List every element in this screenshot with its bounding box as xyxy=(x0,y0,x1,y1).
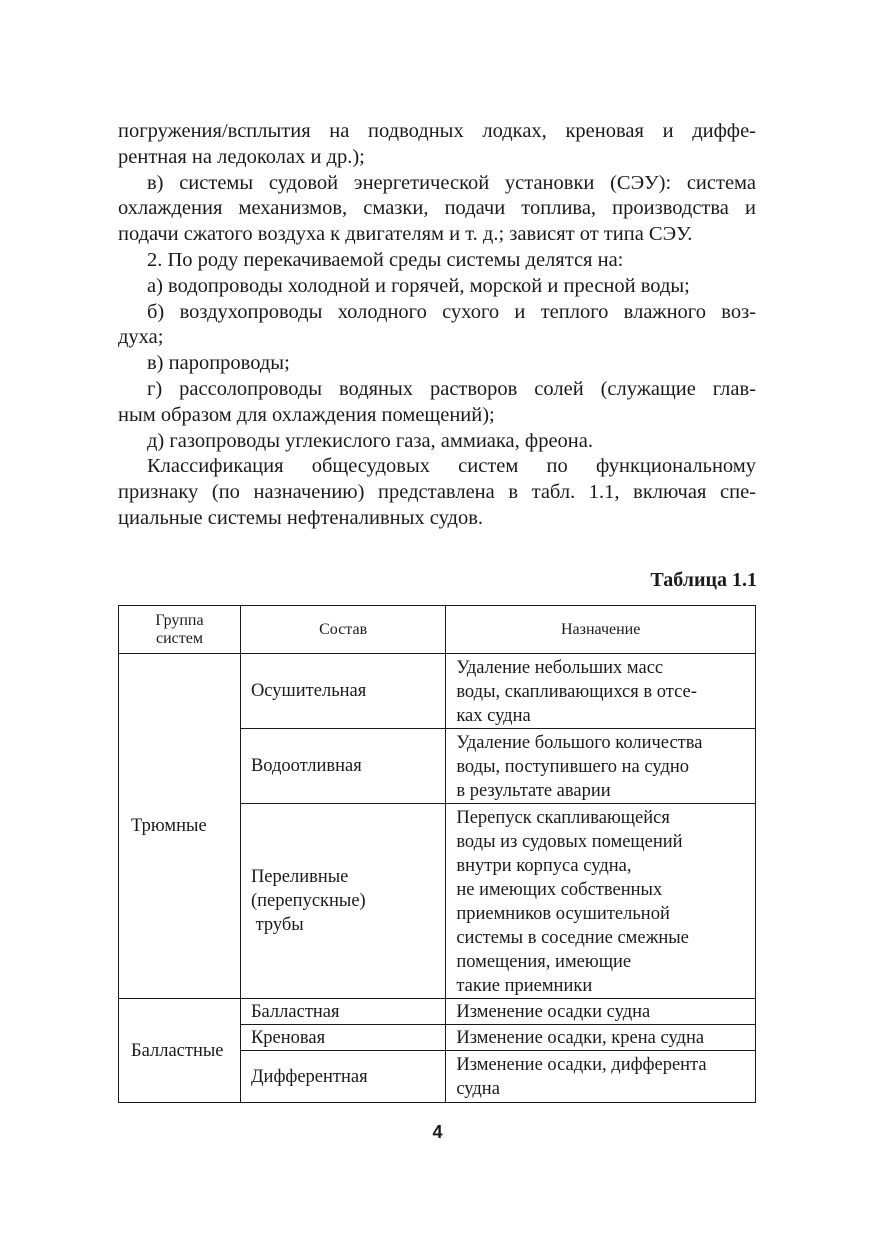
cell-line: приемников осушительной xyxy=(456,904,670,924)
paragraph xyxy=(118,171,756,248)
text-line: рентная на ледоколах и др.); xyxy=(118,145,365,168)
page-number: 4 xyxy=(432,1122,443,1142)
table-caption: Таблица 1.1 xyxy=(650,569,757,591)
table-header-row xyxy=(119,606,756,654)
text-line: погружения/всплытия на подводных лодках, креновая и диффе- xyxy=(118,120,756,142)
purpose-cell xyxy=(446,1025,756,1051)
text-line: д) газопроводы углекислого газа, аммиака, фреона. xyxy=(147,429,593,452)
cell-line: такие приемники xyxy=(456,976,593,996)
composition-cell xyxy=(240,1025,445,1051)
group-cell: Балластные xyxy=(119,999,241,1103)
cell-line: в результате аварии xyxy=(456,781,611,801)
composition-cell xyxy=(240,804,445,999)
paragraph xyxy=(118,119,756,171)
cell-line: воды, поступившего на судно xyxy=(456,757,690,777)
cell-line: ках судна xyxy=(456,706,531,726)
purpose-cell xyxy=(446,1051,756,1103)
header-line: Группа xyxy=(155,611,204,629)
cell-line: Изменение осадки, крена судна xyxy=(456,1027,705,1048)
text-line: г) рассолопроводы водяных растворов солей (служащие глав- xyxy=(147,377,756,400)
composition-cell xyxy=(240,1051,445,1103)
cell-line: воды, скапливающихся в отсе- xyxy=(456,682,697,702)
header-purpose: Назначение xyxy=(446,606,756,654)
paragraph xyxy=(118,300,756,352)
cell-line: Удаление небольших масс xyxy=(456,658,664,678)
purpose-cell xyxy=(446,999,756,1025)
header-composition: Состав xyxy=(240,606,445,654)
paragraph xyxy=(118,429,756,455)
text-line: 2. По роду перекачиваемой среды системы делятся на: xyxy=(147,248,624,271)
cell-line: Балластная xyxy=(250,1001,340,1022)
purpose-cell xyxy=(446,729,756,804)
paragraph xyxy=(118,248,756,274)
paragraph xyxy=(118,274,756,300)
cell-line: Водоотливная xyxy=(250,756,362,776)
cell-line: Креновая xyxy=(250,1027,326,1048)
paragraph xyxy=(118,351,756,377)
header-line: систем xyxy=(155,629,203,647)
composition-cell xyxy=(240,999,445,1025)
cell-line: Переливные xyxy=(250,867,349,887)
cell-line: помещения, имеющие xyxy=(456,952,632,972)
paragraph xyxy=(118,454,756,531)
text-line: Классификация общесудовых систем по функциональному xyxy=(147,455,756,478)
text-line: б) воздухопроводы холодного сухого и теплого влажного воз- xyxy=(147,300,756,323)
table-row xyxy=(119,999,756,1025)
cell-line: Дифферентная xyxy=(250,1066,368,1087)
cell-line: Изменение осадки судна xyxy=(456,1001,651,1022)
cell-line: системы в соседние смежные xyxy=(456,928,689,948)
cell-line: судна xyxy=(456,1079,500,1099)
composition-cell xyxy=(240,729,445,804)
purpose-cell xyxy=(446,654,756,729)
paragraph xyxy=(118,377,756,429)
cell-line: Осушительная xyxy=(250,681,367,701)
text-line: в) паропроводы; xyxy=(147,352,290,375)
text-line: признаку (по назначению) представлена в табл. 1.1, включая спе- xyxy=(118,481,756,504)
cell-line: не имеющих собственных xyxy=(456,880,663,900)
text-line: подачи сжатого воздуха к двигателям и т. д.; зависят от типа СЭУ. xyxy=(118,223,693,246)
body-text xyxy=(118,119,756,532)
text-line: охлаждения механизмов, смазки, подачи топлива, производства и xyxy=(118,197,756,220)
systems-table xyxy=(118,605,756,1103)
text-line: циальные системы нефтеналивных судов. xyxy=(118,506,484,529)
cell-line: Перепуск скапливающейся xyxy=(456,808,670,828)
cell-line: воды из судовых помещений xyxy=(456,832,683,852)
purpose-cell xyxy=(446,804,756,999)
table-row xyxy=(119,654,756,729)
text-line: духа; xyxy=(118,326,164,349)
cell-line: Изменение осадки, дифферента xyxy=(456,1055,707,1075)
header-group xyxy=(119,606,241,654)
cell-line: (перепускные) xyxy=(250,891,366,911)
cell-line: трубы xyxy=(250,915,304,935)
cell-line: внутри корпуса судна, xyxy=(456,856,632,876)
text-line: в) системы судовой энергетической установки (СЭУ): система xyxy=(147,171,756,194)
group-cell: Трюмные xyxy=(119,654,241,999)
text-line: ным образом для охлаждения помещений); xyxy=(118,403,495,426)
cell-line: Удаление большого количества xyxy=(456,733,703,753)
text-line: а) водопроводы холодной и горячей, морской и пресной воды; xyxy=(147,274,690,297)
composition-cell xyxy=(240,654,445,729)
